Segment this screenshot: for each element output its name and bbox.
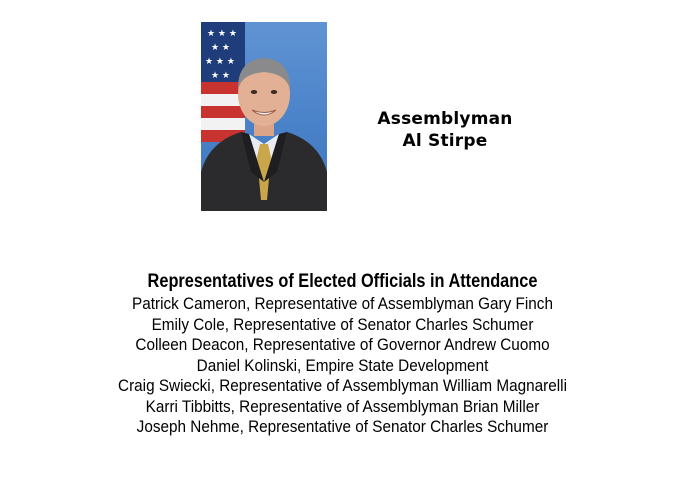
svg-text:★ ★ ★: ★ ★ ★ (205, 57, 235, 67)
list-item: Daniel Kolinski, Empire State Development (196, 355, 489, 375)
svg-text:★ ★: ★ ★ (211, 43, 230, 53)
list-item: Craig Swiecki, Representative of Assemblyman William Magnarelli (118, 376, 567, 395)
representatives-section (0, 270, 685, 438)
list-item: Emily Cole, Representative of Senator Charles Schumer (151, 314, 534, 334)
svg-text:★ ★ ★: ★ ★ ★ (207, 29, 237, 39)
portrait-image (201, 22, 327, 211)
official-portrait (201, 22, 327, 211)
svg-text:★ ★: ★ ★ (211, 71, 230, 81)
list-item: Karri Tibbitts, Representative of Assemblyman Brian Miller (145, 396, 540, 416)
list-item: Patrick Cameron, Representative of Assemblyman Gary Finch (132, 294, 553, 313)
official-name: Al Stirpe (402, 131, 488, 151)
representatives-list (0, 294, 685, 438)
representatives-heading: Representatives of Elected Officials in Attendance (147, 271, 538, 292)
list-item: Joseph Nehme, Representative of Senator Charles Schumer (136, 417, 549, 436)
official-caption (360, 108, 530, 152)
list-item: Colleen Deacon, Representative of Governor Andrew Cuomo (135, 335, 550, 354)
official-title: Assemblyman (377, 109, 513, 129)
